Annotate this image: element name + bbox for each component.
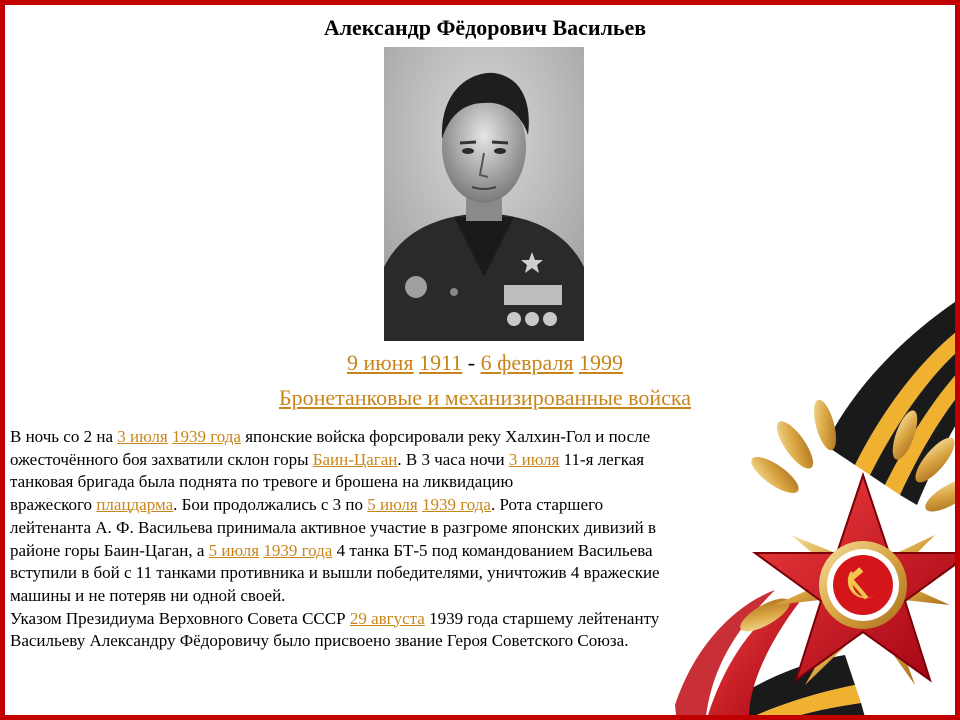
date-link[interactable]: 5 июля	[367, 495, 418, 515]
date-link[interactable]: 3 июля	[117, 427, 168, 446]
portrait-photo	[384, 47, 584, 341]
text-line: ожесточённого боя захватили склон горы Баин-Цаган. В 3 часа ночи 3 июля 11-я легкая	[10, 449, 645, 469]
date-separator: -	[467, 350, 476, 375]
death-year-link[interactable]: 1999	[579, 350, 624, 375]
text-line: вражеского плацдарма. Бои продолжались с 3 по 5 июля 1939 года. Рота старшего	[10, 495, 604, 515]
portrait-illustration	[384, 47, 584, 341]
birth-year-link[interactable]: 1911	[419, 350, 463, 375]
military-branch	[5, 385, 960, 411]
term-link[interactable]: плацдарма	[96, 495, 174, 515]
year-link[interactable]: 1939 года	[421, 495, 491, 515]
page-title: Александр Фёдорович Васильев	[323, 15, 647, 40]
text-line: машины и не потеряв ни одной своей.	[10, 585, 286, 605]
military-branch-link[interactable]: Бронетанковые и механизированные войска	[278, 385, 692, 410]
death-day-link[interactable]: 6 февраля	[480, 350, 574, 375]
place-link[interactable]: Баин-Цаган	[312, 449, 398, 469]
text-line: Васильеву Александру Фёдоровичу было присвоено звание Героя Советского Союза.	[10, 631, 629, 651]
biography-text	[10, 426, 730, 653]
year-link[interactable]: 1939 года	[263, 540, 333, 560]
text-line: лейтенанта А. Ф. Васильева принимала активное участие в разгроме японских дивизий в	[10, 517, 657, 537]
birth-day-link[interactable]: 9 июня	[346, 350, 414, 375]
date-link[interactable]: 3 июля	[508, 449, 560, 469]
text-line: районе горы Баин-Цаган, а 5 июля 1939 года 4 танка БТ-5 под командованием Васильева	[10, 540, 653, 560]
text-line: Указом Президиума Верховного Совета СССР 29 августа 1939 года старшему лейтенанту	[10, 608, 660, 628]
date-link[interactable]: 5 июля	[208, 540, 260, 560]
date-link[interactable]: 29 августа	[349, 608, 425, 628]
year-link[interactable]: 1939 года	[171, 427, 241, 446]
text-line: танковая бригада была поднята по тревоге и брошена на ликвидацию	[10, 472, 514, 492]
life-dates	[5, 350, 960, 376]
text-line: В ночь со 2 на 3 июля 1939 года японские войска форсировали реку Халхин-Гол и после	[10, 427, 651, 446]
text-line: вступили в бой с 11 танками противника и вышли победителями, уничтожив 4 вражеские	[10, 563, 660, 583]
